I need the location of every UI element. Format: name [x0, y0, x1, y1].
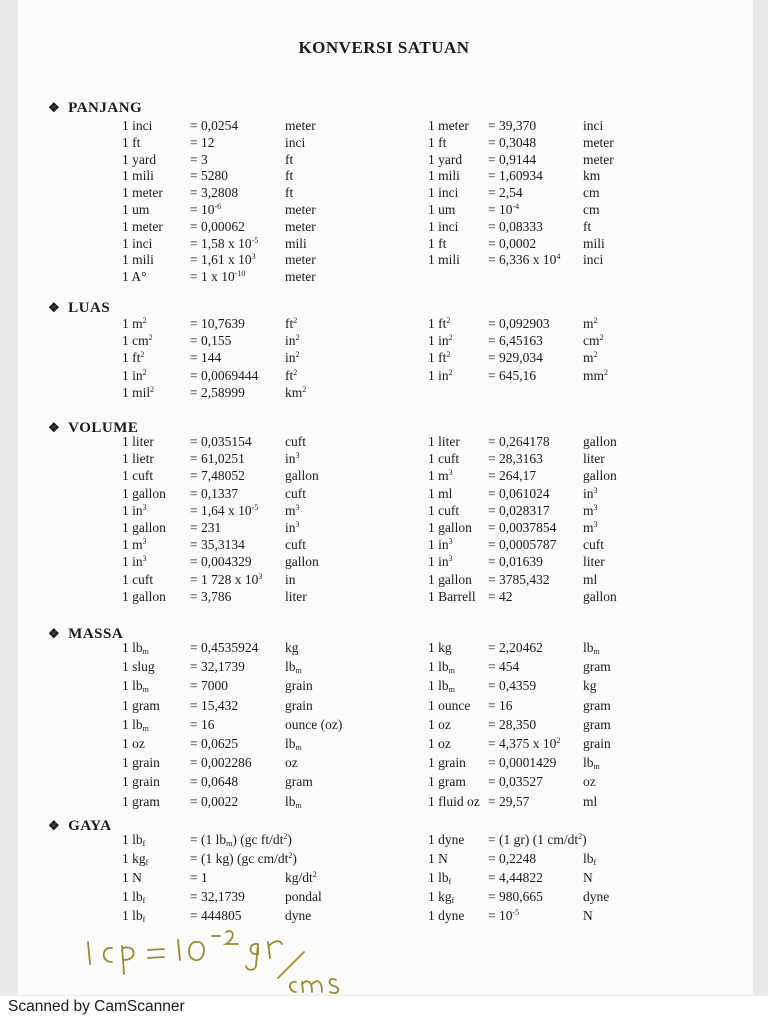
- equals-value: = 444805: [190, 908, 242, 923]
- equals-value: = (1 gr) (1 $cm/dt^2$): [488, 832, 587, 847]
- equals-value: = $10^{-6}$: [190, 202, 222, 217]
- to-unit: inci: [583, 118, 604, 133]
- from-unit: 1 $m^3$: [428, 468, 453, 484]
- from-unit: 1 inci: [428, 185, 459, 201]
- to-unit: mili: [583, 235, 605, 251]
- from-unit: 1 $in^3$: [428, 554, 453, 570]
- equals-value: = 0,0005787: [488, 537, 557, 553]
- equals-value: = 2,20462: [488, 640, 543, 655]
- to-unit: ounce (oz): [285, 716, 343, 732]
- to-unit: gallon: [583, 434, 617, 449]
- to-unit: N: [583, 908, 593, 923]
- from-unit: 1 meter: [428, 118, 469, 133]
- from-unit: 1 $cm^2$: [122, 333, 153, 349]
- equals-value: = 1,58 x $10^{-5}$: [190, 235, 259, 251]
- equals-value: = 454: [488, 659, 520, 675]
- to-unit: gram: [583, 659, 611, 675]
- to-unit: mili: [285, 235, 307, 251]
- from-unit: 1 liter: [428, 434, 460, 449]
- from-unit: 1 oz: [428, 716, 451, 732]
- equals-value: = 0,2248: [488, 851, 537, 866]
- equals-value: = 3785,432: [488, 571, 550, 587]
- to-unit: cuft: [285, 434, 306, 449]
- to-unit: $lb_m$: [583, 755, 600, 772]
- equals-value: = (1 $lb_m$) (gc $ft/dt^2$): [190, 832, 292, 848]
- from-unit: 1 yard: [428, 151, 463, 167]
- to-unit: $lb_m$: [583, 640, 600, 656]
- from-unit: 1 N: [428, 851, 448, 866]
- to-unit: N: [583, 870, 593, 885]
- equals-value: = 2,54: [488, 185, 523, 201]
- from-unit: 1 $lb_m$: [122, 640, 149, 656]
- equals-value: = 0,0625: [190, 736, 239, 751]
- to-unit: cm: [583, 185, 600, 201]
- equals-value: = 15,432: [190, 697, 239, 713]
- equals-value: = 144: [190, 350, 222, 366]
- from-unit: 1 dyne: [428, 908, 465, 923]
- to-unit: grain: [285, 678, 313, 694]
- equals-value: = 1 x $10^{-10}$: [190, 269, 246, 285]
- to-unit: oz: [583, 774, 596, 790]
- equals-value: = $10^{-4}$: [488, 202, 520, 217]
- from-unit: 1 mili: [122, 252, 154, 268]
- equals-value: = 0,061024: [488, 485, 550, 501]
- to-unit: meter: [285, 118, 316, 133]
- equals-value: = 0,4535924: [190, 640, 259, 655]
- to-unit: gram: [583, 697, 611, 713]
- to-unit: ft: [583, 218, 592, 234]
- from-unit: 1 gram: [122, 697, 160, 713]
- equals-value: = 0,028317: [488, 502, 550, 518]
- equals-value: = 0,0022: [190, 793, 239, 809]
- to-unit: cuft: [285, 537, 306, 553]
- equals-value: = 0,4359: [488, 678, 537, 694]
- from-unit: 1 meter: [122, 218, 163, 234]
- from-unit: 1 $m^3$: [122, 537, 147, 553]
- footer-text: Scanned by CamScanner: [8, 998, 185, 1015]
- section-title: GAYA: [68, 818, 112, 834]
- equals-value: = 4,44822: [488, 870, 543, 885]
- equals-value: = 35,3134: [190, 537, 245, 553]
- equals-value: = 16: [488, 697, 513, 713]
- to-unit: kg: [285, 640, 299, 655]
- to-unit: grain: [285, 697, 313, 713]
- equals-value: = 7000: [190, 678, 228, 694]
- equals-value: = 0,004329: [190, 554, 252, 570]
- equals-value: = 32,1739: [190, 659, 245, 675]
- from-unit: 1 $lb_f$: [428, 870, 452, 886]
- to-unit: ml: [583, 571, 598, 587]
- from-unit: 1 ounce: [428, 697, 471, 713]
- to-unit: dyne: [285, 908, 312, 923]
- from-unit: 1 $m^2$: [122, 316, 147, 331]
- from-unit: 1 cuft: [122, 571, 154, 587]
- to-unit: $lb_m$: [285, 793, 302, 810]
- equals-value: = 0,264178: [488, 434, 550, 449]
- section-heading-gaya: [48, 818, 112, 835]
- to-unit: gallon: [285, 468, 319, 484]
- from-unit: 1 cuft: [428, 451, 460, 467]
- equals-value: = 231: [190, 520, 222, 535]
- equals-value: = 39,370: [488, 118, 537, 133]
- from-unit: 1 fluid oz: [428, 793, 480, 809]
- from-unit: 1 $lb_m$: [122, 716, 149, 733]
- equals-value: = 264,17: [488, 468, 537, 484]
- to-unit: $in^3$: [285, 451, 300, 467]
- to-unit: meter: [285, 218, 316, 234]
- from-unit: 1 inci: [428, 218, 459, 234]
- to-unit: $ft^2$: [285, 316, 298, 331]
- from-unit: 1 meter: [122, 185, 163, 201]
- from-unit: 1 gallon: [428, 520, 472, 535]
- to-unit: ml: [583, 793, 598, 809]
- to-unit: cm: [583, 202, 600, 217]
- equals-value: = 3,786: [190, 588, 232, 604]
- equals-value: = (1 kg) (gc $cm/dt^2$): [190, 851, 297, 866]
- equals-value: = 980,665: [488, 889, 543, 904]
- to-unit: $in^3$: [285, 520, 300, 535]
- equals-value: = $10^{-5}$: [488, 908, 520, 923]
- equals-value: = 1: [190, 870, 208, 885]
- from-unit: 1 $lb_m$: [428, 659, 455, 676]
- to-unit: inci: [285, 134, 306, 150]
- from-unit: 1 cuft: [428, 502, 460, 518]
- to-unit: meter: [285, 252, 316, 268]
- from-unit: 1 $lb_m$: [122, 678, 149, 695]
- to-unit: gallon: [583, 588, 617, 604]
- to-unit: $m^2$: [583, 316, 598, 331]
- diamond-bullet-icon: ❖: [48, 818, 61, 833]
- to-unit: $in^2$: [285, 350, 300, 366]
- from-unit: 1 $in^3$: [122, 502, 147, 518]
- equals-value: = 12: [190, 134, 215, 150]
- from-unit: 1 yard: [122, 151, 157, 167]
- to-unit: $mm^2$: [583, 367, 609, 383]
- equals-value: = 3,2808: [190, 185, 239, 201]
- to-unit: $m^3$: [583, 502, 598, 518]
- from-unit: 1 lietr: [122, 451, 154, 467]
- to-unit: grain: [583, 736, 611, 751]
- from-unit: 1 $in^2$: [122, 367, 147, 383]
- equals-value: = 0,9144: [488, 151, 537, 167]
- to-unit: cuft: [285, 485, 306, 501]
- from-unit: 1 A°: [122, 269, 147, 285]
- equals-value: = 0,0002: [488, 235, 537, 251]
- equals-value: = 7,48052: [190, 468, 245, 484]
- equals-value: = 0,002286: [190, 755, 252, 771]
- equals-value: = 1,64 x $10^{-5}$: [190, 502, 259, 518]
- from-unit: 1 $lb_f$: [122, 908, 146, 924]
- diamond-bullet-icon: ❖: [48, 420, 61, 435]
- equals-value: = 4,375 x $10^2$: [488, 736, 561, 751]
- from-unit: 1 mili: [428, 168, 460, 184]
- equals-value: = 0,0254: [190, 118, 239, 133]
- equals-value: = 10,7639: [190, 316, 245, 331]
- to-unit: in: [285, 571, 296, 587]
- from-unit: 1 Barrell: [428, 588, 476, 604]
- from-unit: 1 $kg_f$: [428, 889, 455, 905]
- from-unit: 1 oz: [428, 736, 451, 751]
- from-unit: 1 cuft: [122, 468, 154, 484]
- equals-value: = 0,0069444: [190, 367, 259, 383]
- equals-value: = 29,57: [488, 793, 530, 809]
- equals-value: = 0,1337: [190, 485, 239, 501]
- to-unit: gram: [583, 716, 611, 732]
- from-unit: 1 $lb_f$: [122, 832, 146, 848]
- from-unit: 1 ft: [428, 235, 447, 251]
- from-unit: 1 $kg_f$: [122, 851, 149, 867]
- handwritten-note: [82, 930, 352, 1000]
- to-unit: $m^2$: [583, 350, 598, 366]
- section-heading-luas: [48, 300, 110, 317]
- equals-value: = 0,035154: [190, 434, 252, 449]
- to-unit: ft: [285, 168, 294, 184]
- from-unit: 1 $lb_m$: [428, 678, 455, 695]
- from-unit: 1 $ft^2$: [122, 350, 145, 366]
- to-unit: pondal: [285, 889, 322, 904]
- to-unit: $kg/dt^2$: [285, 870, 317, 885]
- equals-value: = 1,60934: [488, 168, 543, 184]
- to-unit: oz: [285, 755, 298, 771]
- from-unit: 1 $ft^2$: [428, 350, 451, 366]
- from-unit: 1 um: [428, 202, 456, 217]
- to-unit: meter: [285, 269, 316, 285]
- to-unit: cuft: [583, 537, 604, 553]
- to-unit: $cm^2$: [583, 333, 604, 349]
- to-unit: liter: [583, 554, 605, 570]
- from-unit: 1 ft: [122, 134, 141, 150]
- section-title: VOLUME: [68, 420, 139, 436]
- diamond-bullet-icon: ❖: [48, 626, 61, 641]
- to-unit: meter: [583, 151, 614, 167]
- to-unit: dyne: [583, 889, 610, 904]
- to-unit: gallon: [285, 554, 319, 570]
- diamond-bullet-icon: ❖: [48, 300, 61, 315]
- from-unit: 1 gallon: [122, 520, 166, 535]
- to-unit: $m^3$: [583, 520, 598, 535]
- equals-value: = 0,155: [190, 333, 232, 349]
- equals-value: = 929,034: [488, 350, 543, 366]
- equals-value: = 0,00062: [190, 218, 245, 234]
- from-unit: 1 ft: [428, 134, 447, 150]
- equals-value: = 2,58999: [190, 384, 245, 400]
- from-unit: 1 gram: [428, 774, 466, 790]
- equals-value: = 16: [190, 716, 215, 732]
- from-unit: 1 $in^2$: [428, 367, 453, 383]
- to-unit: ft: [285, 185, 294, 201]
- to-unit: gram: [285, 774, 313, 790]
- to-unit: $m^3$: [285, 502, 300, 518]
- from-unit: 1 grain: [122, 755, 160, 771]
- equals-value: = 28,3163: [488, 451, 543, 467]
- from-unit: 1 dyne: [428, 832, 465, 847]
- from-unit: 1 ml: [428, 485, 453, 501]
- from-unit: 1 mil$^2$: [122, 384, 155, 400]
- to-unit: $lb_m$: [285, 736, 302, 752]
- from-unit: 1 grain: [428, 755, 466, 771]
- from-unit: 1 inci: [122, 118, 153, 133]
- from-unit: 1 mili: [122, 168, 154, 184]
- to-unit: km: [583, 168, 601, 184]
- section-title: LUAS: [68, 300, 111, 316]
- equals-value: = 6,45163: [488, 333, 543, 349]
- from-unit: 1 N: [122, 870, 142, 885]
- from-unit: 1 oz: [122, 736, 145, 751]
- from-unit: 1 $ft^2$: [428, 316, 451, 331]
- from-unit: 1 gallon: [122, 588, 166, 604]
- to-unit: liter: [583, 451, 605, 467]
- to-unit: $in^2$: [285, 333, 300, 349]
- from-unit: 1 gallon: [428, 571, 472, 587]
- from-unit: 1 gram: [122, 793, 160, 809]
- from-unit: 1 inci: [122, 235, 153, 251]
- from-unit: 1 kg: [428, 640, 452, 655]
- equals-value: = 1 728 x $10^3$: [190, 571, 263, 587]
- from-unit: 1 gallon: [122, 485, 166, 501]
- to-unit: gallon: [583, 468, 617, 484]
- from-unit: 1 liter: [122, 434, 154, 449]
- from-unit: 1 grain: [122, 774, 160, 790]
- to-unit: $lb_f$: [583, 851, 597, 867]
- section-heading-massa: [48, 626, 123, 643]
- equals-value: = 0,0037854: [488, 520, 557, 535]
- from-unit: 1 um: [122, 202, 150, 217]
- equals-value: = 42: [488, 588, 513, 604]
- equals-value: = 28,350: [488, 716, 537, 732]
- equals-value: = 0,08333: [488, 218, 543, 234]
- equals-value: = 0,03527: [488, 774, 543, 790]
- section-title: MASSA: [68, 626, 124, 642]
- from-unit: 1 $in^2$: [428, 333, 453, 349]
- equals-value: = 0,01639: [488, 554, 543, 570]
- section-heading-panjang: [48, 100, 142, 117]
- from-unit: 1 $in^3$: [428, 537, 453, 553]
- equals-value: = 3: [190, 151, 208, 167]
- section-title: PANJANG: [68, 100, 143, 116]
- page-title: KONVERSI SATUAN: [298, 38, 470, 57]
- equals-value: = 61,0251: [190, 451, 245, 467]
- to-unit: $ft^2$: [285, 367, 298, 383]
- to-unit: inci: [583, 252, 604, 268]
- to-unit: $km^2$: [285, 384, 307, 400]
- to-unit: $in^3$: [583, 485, 598, 501]
- equals-value: = 1,61 x $10^3$: [190, 252, 256, 268]
- from-unit: 1 $in^3$: [122, 554, 147, 570]
- to-unit: liter: [285, 588, 307, 604]
- from-unit: 1 slug: [122, 659, 155, 675]
- from-unit: 1 $lb_f$: [122, 889, 146, 905]
- equals-value: = 32,1739: [190, 889, 245, 904]
- equals-value: = 0,3048: [488, 134, 537, 150]
- equals-value: = 645,16: [488, 367, 537, 383]
- to-unit: meter: [285, 202, 316, 217]
- equals-value: = 0,0001429: [488, 755, 557, 771]
- from-unit: 1 mili: [428, 252, 460, 268]
- diamond-bullet-icon: ❖: [48, 100, 61, 115]
- to-unit: ft: [285, 151, 294, 167]
- scanner-footer: [0, 996, 768, 1024]
- to-unit: meter: [583, 134, 614, 150]
- equals-value: = 5280: [190, 168, 228, 184]
- to-unit: kg: [583, 678, 597, 694]
- equals-value: = 0,092903: [488, 316, 550, 331]
- to-unit: $lb_m$: [285, 659, 302, 676]
- equals-value: = 0,0648: [190, 774, 239, 790]
- equals-value: = 6,336 x $10^4$: [488, 252, 561, 268]
